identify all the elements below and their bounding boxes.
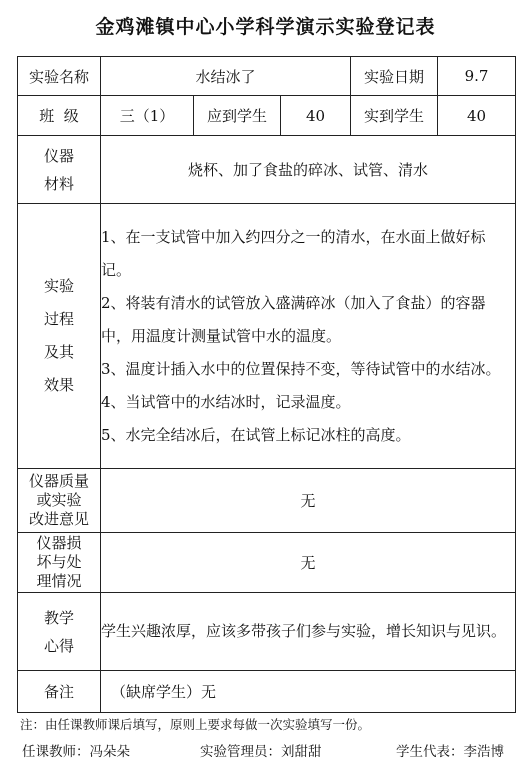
damage-value: 无	[101, 533, 516, 593]
experience-label-line: 教学	[43, 608, 74, 627]
actual-students-label: 实到学生	[351, 96, 438, 136]
row-materials	[18, 136, 516, 204]
process-steps	[101, 204, 516, 469]
quality-label	[18, 469, 101, 533]
quality-label-line: 或实验	[36, 491, 82, 509]
row-damage	[18, 533, 516, 593]
quality-label-line: 仪器质量	[28, 472, 89, 490]
quality-value: 无	[101, 469, 516, 533]
damage-label-line: 仪器损	[36, 534, 82, 552]
experience-label	[18, 593, 101, 671]
row-experiment-name	[18, 57, 516, 96]
damage-label	[18, 533, 101, 593]
damage-label-line: 理情况	[36, 572, 82, 590]
row-process	[18, 204, 516, 469]
process-label-line: 及其	[43, 343, 74, 361]
process-step: 5、水完全结冰后，在试管上标记冰柱的高度。	[101, 425, 411, 444]
actual-students-value: 40	[438, 96, 516, 136]
damage-label-line: 坏与处	[36, 553, 82, 571]
experiment-name-value: 水结冰了	[101, 57, 351, 96]
experiment-name-label: 实验名称	[18, 57, 101, 96]
materials-label-line: 材料	[43, 174, 74, 193]
process-step: 4、当试管中的水结冰时，记录温度。	[101, 392, 351, 411]
remarks-value: （缺席学生）无	[101, 671, 516, 713]
process-label	[18, 204, 101, 469]
experience-value: 学生兴趣浓厚，应该多带孩子们参与实验，增长知识与见识。	[101, 593, 516, 671]
class-label: 班 级	[18, 96, 101, 136]
row-remarks	[18, 671, 516, 713]
page-title: 金鸡滩镇中心小学科学演示实验登记表	[95, 16, 436, 38]
process-label-line: 效果	[43, 376, 74, 394]
row-quality	[18, 469, 516, 533]
materials-label-line: 仪器	[43, 146, 74, 165]
row-class	[18, 96, 516, 136]
expected-students-label: 应到学生	[194, 96, 281, 136]
class-value: 三（1）	[101, 96, 194, 136]
experiment-date-value: 9.7	[438, 57, 516, 96]
expected-students-value: 40	[281, 96, 351, 136]
manager-signature: 实验管理员：刘甜甜	[200, 744, 322, 760]
materials-value: 烧杯、加了食盐的碎冰、试管、清水	[101, 136, 516, 204]
process-label-line: 过程	[43, 310, 74, 328]
teacher-signature: 任课教师：冯朵朵	[22, 744, 130, 760]
process-step: 3、温度计插入水中的位置保持不变，等待试管中的水结冰。	[101, 359, 501, 378]
student-signature: 学生代表：李浩博	[396, 744, 504, 760]
process-label-line: 实验	[43, 277, 74, 295]
footnote: 注：由任课教师课后填写，原则上要求每做一次实验填写一份。	[20, 717, 371, 732]
experience-label-line: 心得	[43, 636, 74, 655]
registration-table	[17, 56, 516, 713]
row-experience	[18, 593, 516, 671]
quality-label-line: 改进意见	[28, 510, 89, 528]
materials-label	[18, 136, 101, 204]
remarks-label: 备注	[18, 671, 101, 713]
process-step: 2、将装有清水的试管放入盛满碎冰（加入了食盐）的容器中，用温度计测量试管中水的温度。	[101, 293, 486, 345]
process-step: 1、在一支试管中加入约四分之一的清水，在水面上做好标记。	[101, 227, 486, 279]
experiment-date-label: 实验日期	[351, 57, 438, 96]
